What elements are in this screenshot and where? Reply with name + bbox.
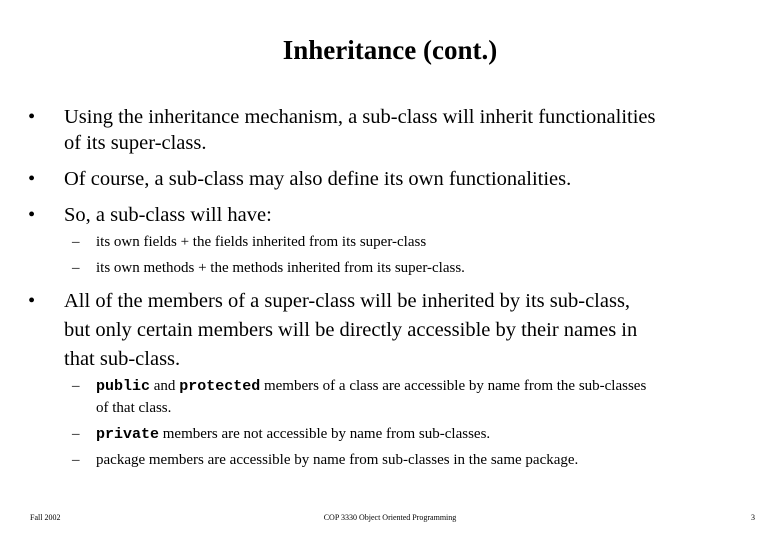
dash-icon: – — [72, 378, 80, 394]
code-keyword: protected — [179, 378, 261, 395]
dash-icon: – — [72, 234, 80, 250]
bullet-icon: • — [28, 290, 36, 312]
bullet-icon: • — [28, 168, 36, 190]
footer-date: Fall 2002 — [30, 513, 61, 522]
sub-bullet-text: package members are accessible by name from sub-classes in the same package. — [96, 452, 579, 468]
bullet-text-line: All of the members of a super-class will be inherited by its sub-class, — [64, 290, 631, 312]
bullet-text-line: So, a sub-class will have: — [64, 204, 272, 226]
code-keyword: private — [96, 426, 160, 443]
dash-icon: – — [72, 452, 80, 468]
footer-course: COP 3330 Object Oriented Programming — [323, 513, 457, 522]
bullet-icon: • — [28, 106, 36, 128]
bullet-text-line: that sub-class. — [64, 348, 181, 370]
bullet-text-line: Of course, a sub-class may also define its own functionalities. — [64, 168, 572, 190]
sub-bullet-text-cont: of that class. — [96, 400, 172, 416]
sub-bullet-text: its own methods + the methods inherited from its super-class. — [96, 260, 465, 276]
sub-bullet-text: private members are not accessible by name from sub-classes. — [96, 426, 491, 443]
bullet-text-line: but only certain members will be directly accessible by their names in — [64, 319, 638, 341]
bullet-icon: • — [28, 204, 36, 226]
bullet-text-line: Using the inheritance mechanism, a sub-class will inherit functionalities — [64, 106, 656, 128]
sub-bullet-text: public and protected members of a class are accessible by name from the sub-classes — [96, 378, 647, 395]
code-keyword: public — [96, 378, 151, 395]
footer-page-number: 3 — [751, 513, 755, 522]
slide-title: Inheritance (cont.) — [282, 35, 498, 65]
sub-bullet-text: its own fields + the fields inherited from its super-class — [96, 234, 427, 250]
dash-icon: – — [72, 426, 80, 442]
dash-icon: – — [72, 260, 80, 276]
bullet-text-line: of its super-class. — [64, 132, 207, 154]
